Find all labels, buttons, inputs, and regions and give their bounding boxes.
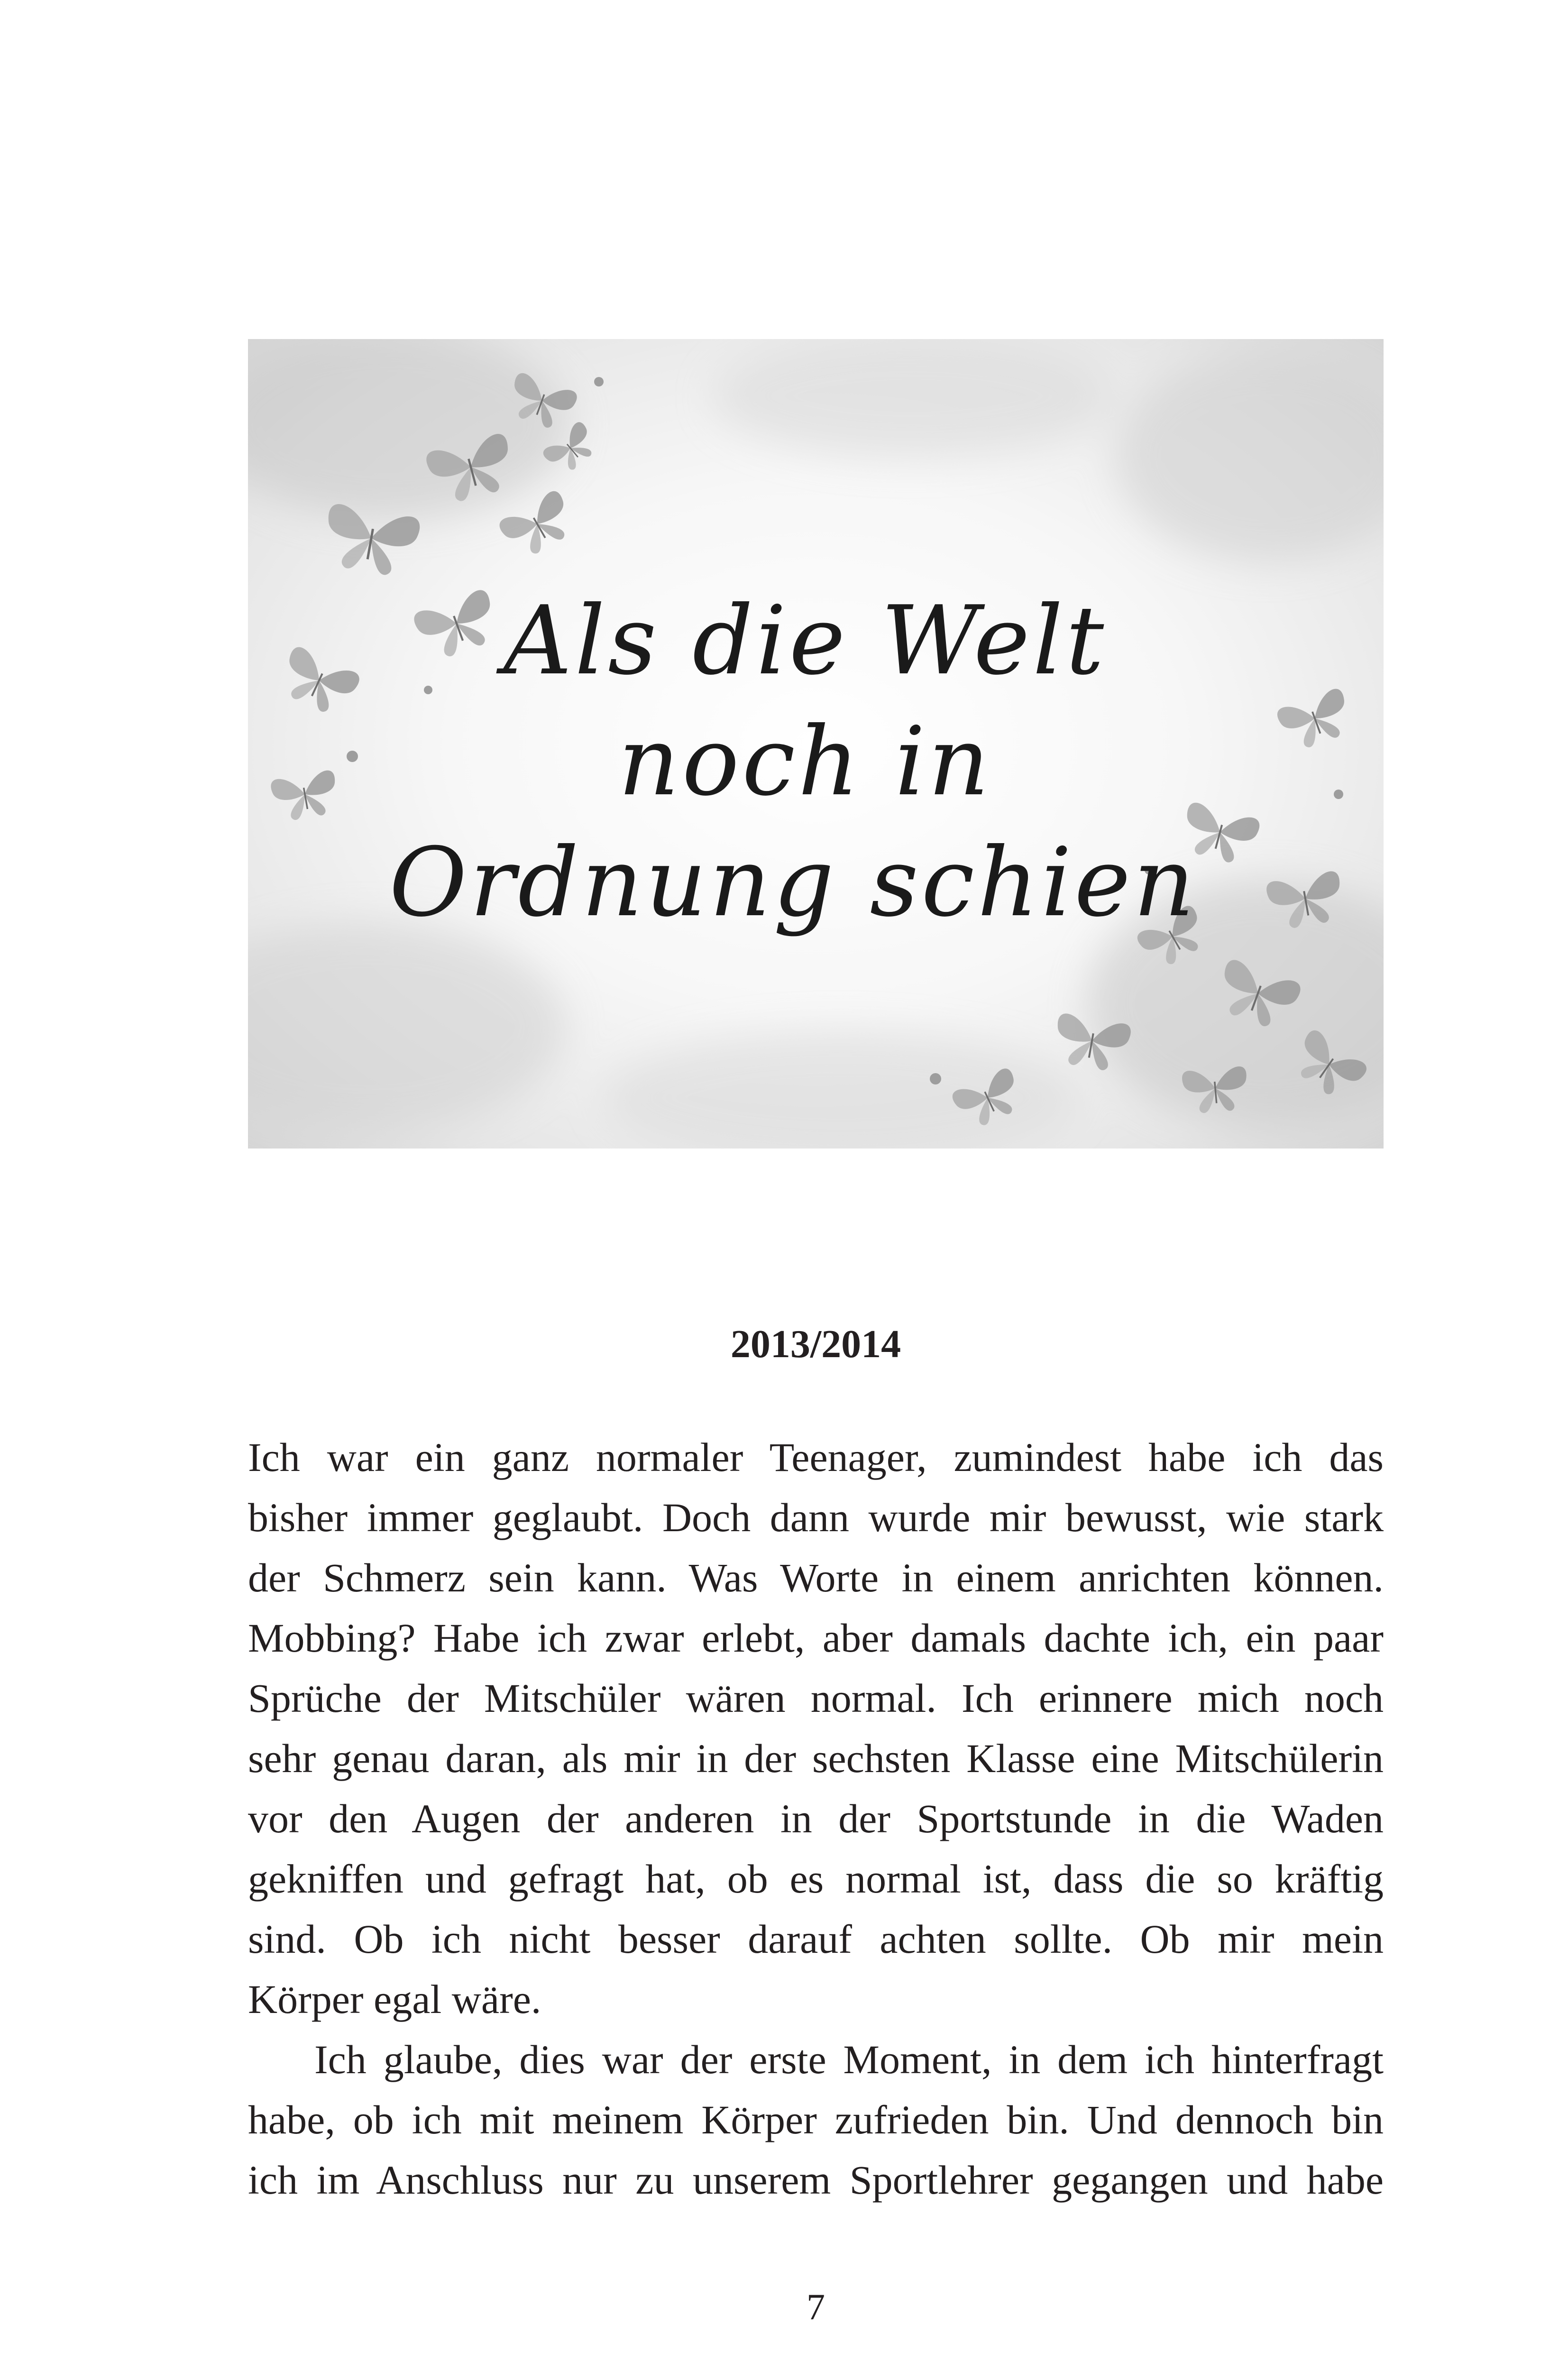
text-line: gekniffen und gefragt hat, ob es normal ist, dass die so kräftig <box>248 1856 1384 1902</box>
text-line: der Schmerz sein kann. Was Worte in einem anrichten können. <box>248 1555 1384 1600</box>
text-line: ich im Anschluss nur zu unserem Sportlehrer gegangen und habe <box>248 2157 1384 2203</box>
text-line: Körper egal wäre. <box>248 1976 541 2022</box>
text-line: bisher immer geglaubt. Doch dann wurde mir bewusst, wie stark <box>248 1495 1384 1540</box>
text-line: Ich war ein ganz normaler Teenager, zumindest habe ich das <box>248 1434 1384 1480</box>
text-line: sehr genau daran, als mir in der sechsten Klasse eine Mitschülerin <box>248 1736 1384 1781</box>
paragraph <box>248 2030 1384 2210</box>
text-line: Ich glaube, dies war der erste Moment, in dem ich hinterfragt <box>314 2037 1384 2082</box>
text-line: sind. Ob ich nicht besser darauf achten sollte. Ob mir mein <box>248 1916 1384 1962</box>
chapter-title-line-1: Als die Welt <box>503 586 1107 696</box>
text-line: Sprüche der Mitschüler wären normal. Ich erinnere mich noch <box>248 1675 1384 1721</box>
text-line: vor den Augen der anderen in der Sportstunde in die Waden <box>248 1796 1384 1841</box>
chapter-title-illustration <box>248 339 1384 1149</box>
paragraph <box>248 1427 1384 2030</box>
page-number: 7 <box>807 2286 825 2327</box>
body-text <box>248 1427 1384 2210</box>
section-heading: 2013/2014 <box>730 1322 901 1366</box>
chapter-title-line-2: noch in <box>618 707 992 817</box>
chapter-title-line-3: Ordnung schien <box>389 827 1198 938</box>
text-line: Mobbing? Habe ich zwar erlebt, aber damals dachte ich, ein paar <box>248 1615 1384 1661</box>
watercolor-butterfly-image <box>248 339 1384 1149</box>
text-line: habe, ob ich mit meinem Körper zufrieden bin. Und dennoch bin <box>248 2097 1384 2142</box>
